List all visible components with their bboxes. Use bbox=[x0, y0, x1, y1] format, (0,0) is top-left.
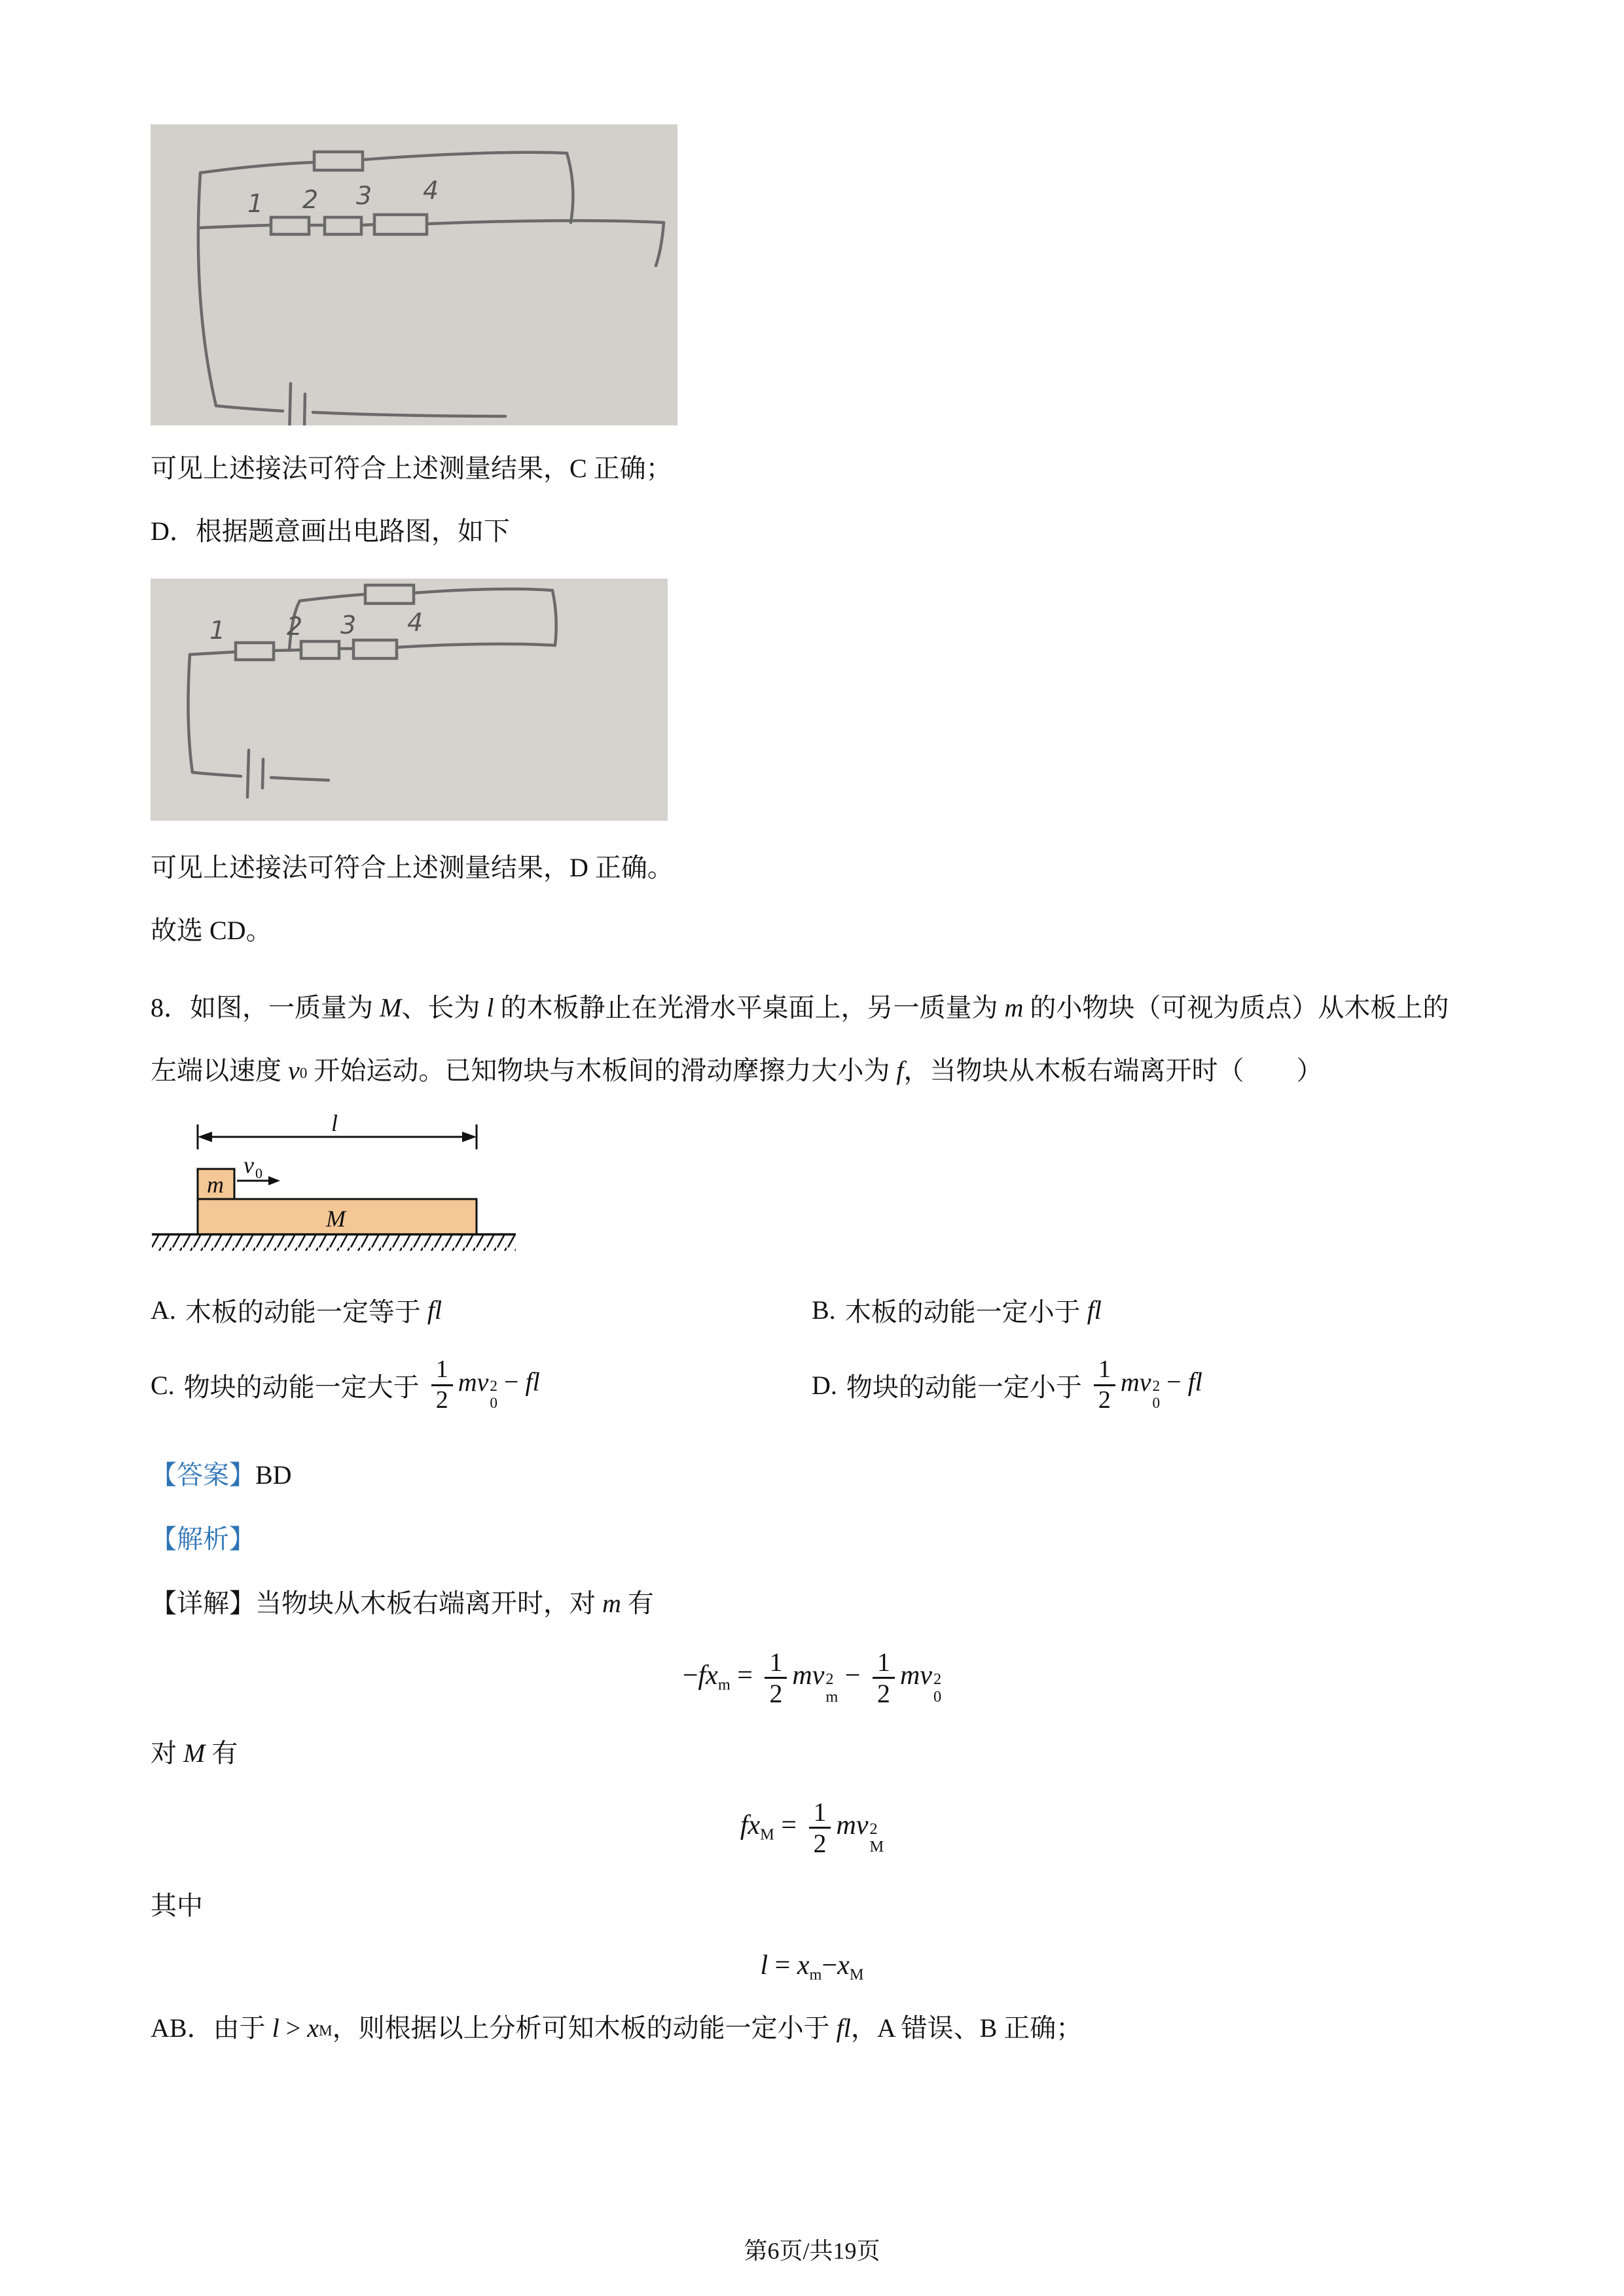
node-label-4: 4 bbox=[423, 176, 439, 205]
options-row-2 bbox=[151, 1346, 1473, 1424]
equation-block-m: − fx m = $\frac{1}{2}$ mv 2 m − $\frac{1}{2}$ mv 2 0 bbox=[682, 1647, 942, 1709]
option-a-text: 木板的动能一定等于 bbox=[185, 1297, 421, 1327]
node-label-1: 1 bbox=[247, 189, 264, 218]
velocity-label: v bbox=[244, 1152, 254, 1178]
equation-length-relation: l = x m − x M bbox=[760, 1950, 864, 1984]
circuit-photo-option-c bbox=[151, 124, 677, 425]
option-a-label: A. bbox=[151, 1295, 176, 1325]
analysis-label-line bbox=[151, 1522, 1473, 1556]
result-line-c: 可见上述接法可符合上述测量结果，C 正确； bbox=[151, 454, 672, 483]
mechanics-diagram bbox=[151, 1111, 517, 1265]
ab-judgement-line: AB．由于 l > x M ，则根据以上分析可知木板的动能一定小于 fl，A 错误、B 正确； bbox=[151, 2013, 1083, 2043]
option-a-math: fl bbox=[427, 1295, 442, 1325]
node-label-2: 2 bbox=[302, 185, 319, 214]
option-c-label: C. bbox=[151, 1370, 175, 1400]
option-b-text: 木板的动能一定小于 bbox=[844, 1297, 1081, 1327]
ground-hatching bbox=[152, 1235, 516, 1251]
node-label-1: 1 bbox=[209, 616, 226, 645]
option-c-math: $\frac{1}{2}$ mv 2 0 − fl bbox=[426, 1356, 540, 1413]
among-line: 其中 bbox=[151, 1891, 203, 1921]
detail-line: 【详解】当物块从木板右端离开时，对 m 有 bbox=[151, 1588, 654, 1618]
result-line-d: 可见上述接法可符合上述测量结果，D 正确。 bbox=[151, 853, 674, 882]
node-label-3: 3 bbox=[340, 611, 357, 639]
arrowhead-left bbox=[198, 1132, 212, 1142]
option-d-math: $\frac{1}{2}$ mv 2 0 − fl bbox=[1089, 1356, 1202, 1413]
answer-label: 【答案】 bbox=[151, 1460, 255, 1490]
option-d-label: D. bbox=[812, 1370, 837, 1400]
for-plank-line: 对 M 有 bbox=[151, 1738, 238, 1768]
arrowhead-right bbox=[462, 1132, 477, 1142]
conclusion-line: 故选 CD。 bbox=[151, 916, 272, 945]
answer-line bbox=[151, 1458, 1473, 1492]
option-d bbox=[812, 1356, 1202, 1413]
equation-plank-M: fx M = $\frac{1}{2}$ mv 2 M bbox=[740, 1797, 884, 1859]
circuit-photo-option-d bbox=[151, 579, 668, 821]
velocity-arrowhead bbox=[268, 1176, 280, 1185]
block-label: m bbox=[207, 1172, 224, 1198]
analysis-label: 【解析】 bbox=[151, 1524, 255, 1554]
option-d-intro: D．根据题意画出电路图，如下 bbox=[151, 516, 510, 546]
option-b-math: fl bbox=[1087, 1295, 1102, 1325]
length-label: l bbox=[331, 1111, 338, 1136]
node-label-2: 2 bbox=[287, 612, 303, 641]
option-a bbox=[151, 1291, 812, 1329]
option-c-text: 物块的动能一定大于 bbox=[183, 1372, 420, 1402]
mechanics-figure bbox=[151, 1111, 1473, 1272]
node-label-3: 3 bbox=[356, 181, 372, 210]
node-label-4: 4 bbox=[407, 608, 424, 637]
plank-label: M bbox=[326, 1206, 346, 1232]
answer-value: BD bbox=[255, 1460, 292, 1490]
velocity-sub: 0 bbox=[255, 1165, 262, 1181]
option-d-text: 物块的动能一定小于 bbox=[846, 1372, 1082, 1402]
options-row-1 bbox=[151, 1291, 1473, 1329]
option-b-label: B. bbox=[812, 1295, 836, 1325]
question-8-stem: 8．如图，一质量为 M、长为 l 的木板静止在光滑水平桌面上，另一质量为 m 的小物块（可视为质点）从木板上的左端以速度 v 0 开始运动。已知物块与木板间的滑动摩擦力大小为 f，当物块从木板右端离开时（ ） bbox=[151, 993, 1449, 1085]
option-c bbox=[151, 1356, 812, 1413]
option-b bbox=[812, 1291, 1102, 1329]
page-footer: 第6页/共19页 bbox=[744, 2238, 880, 2264]
